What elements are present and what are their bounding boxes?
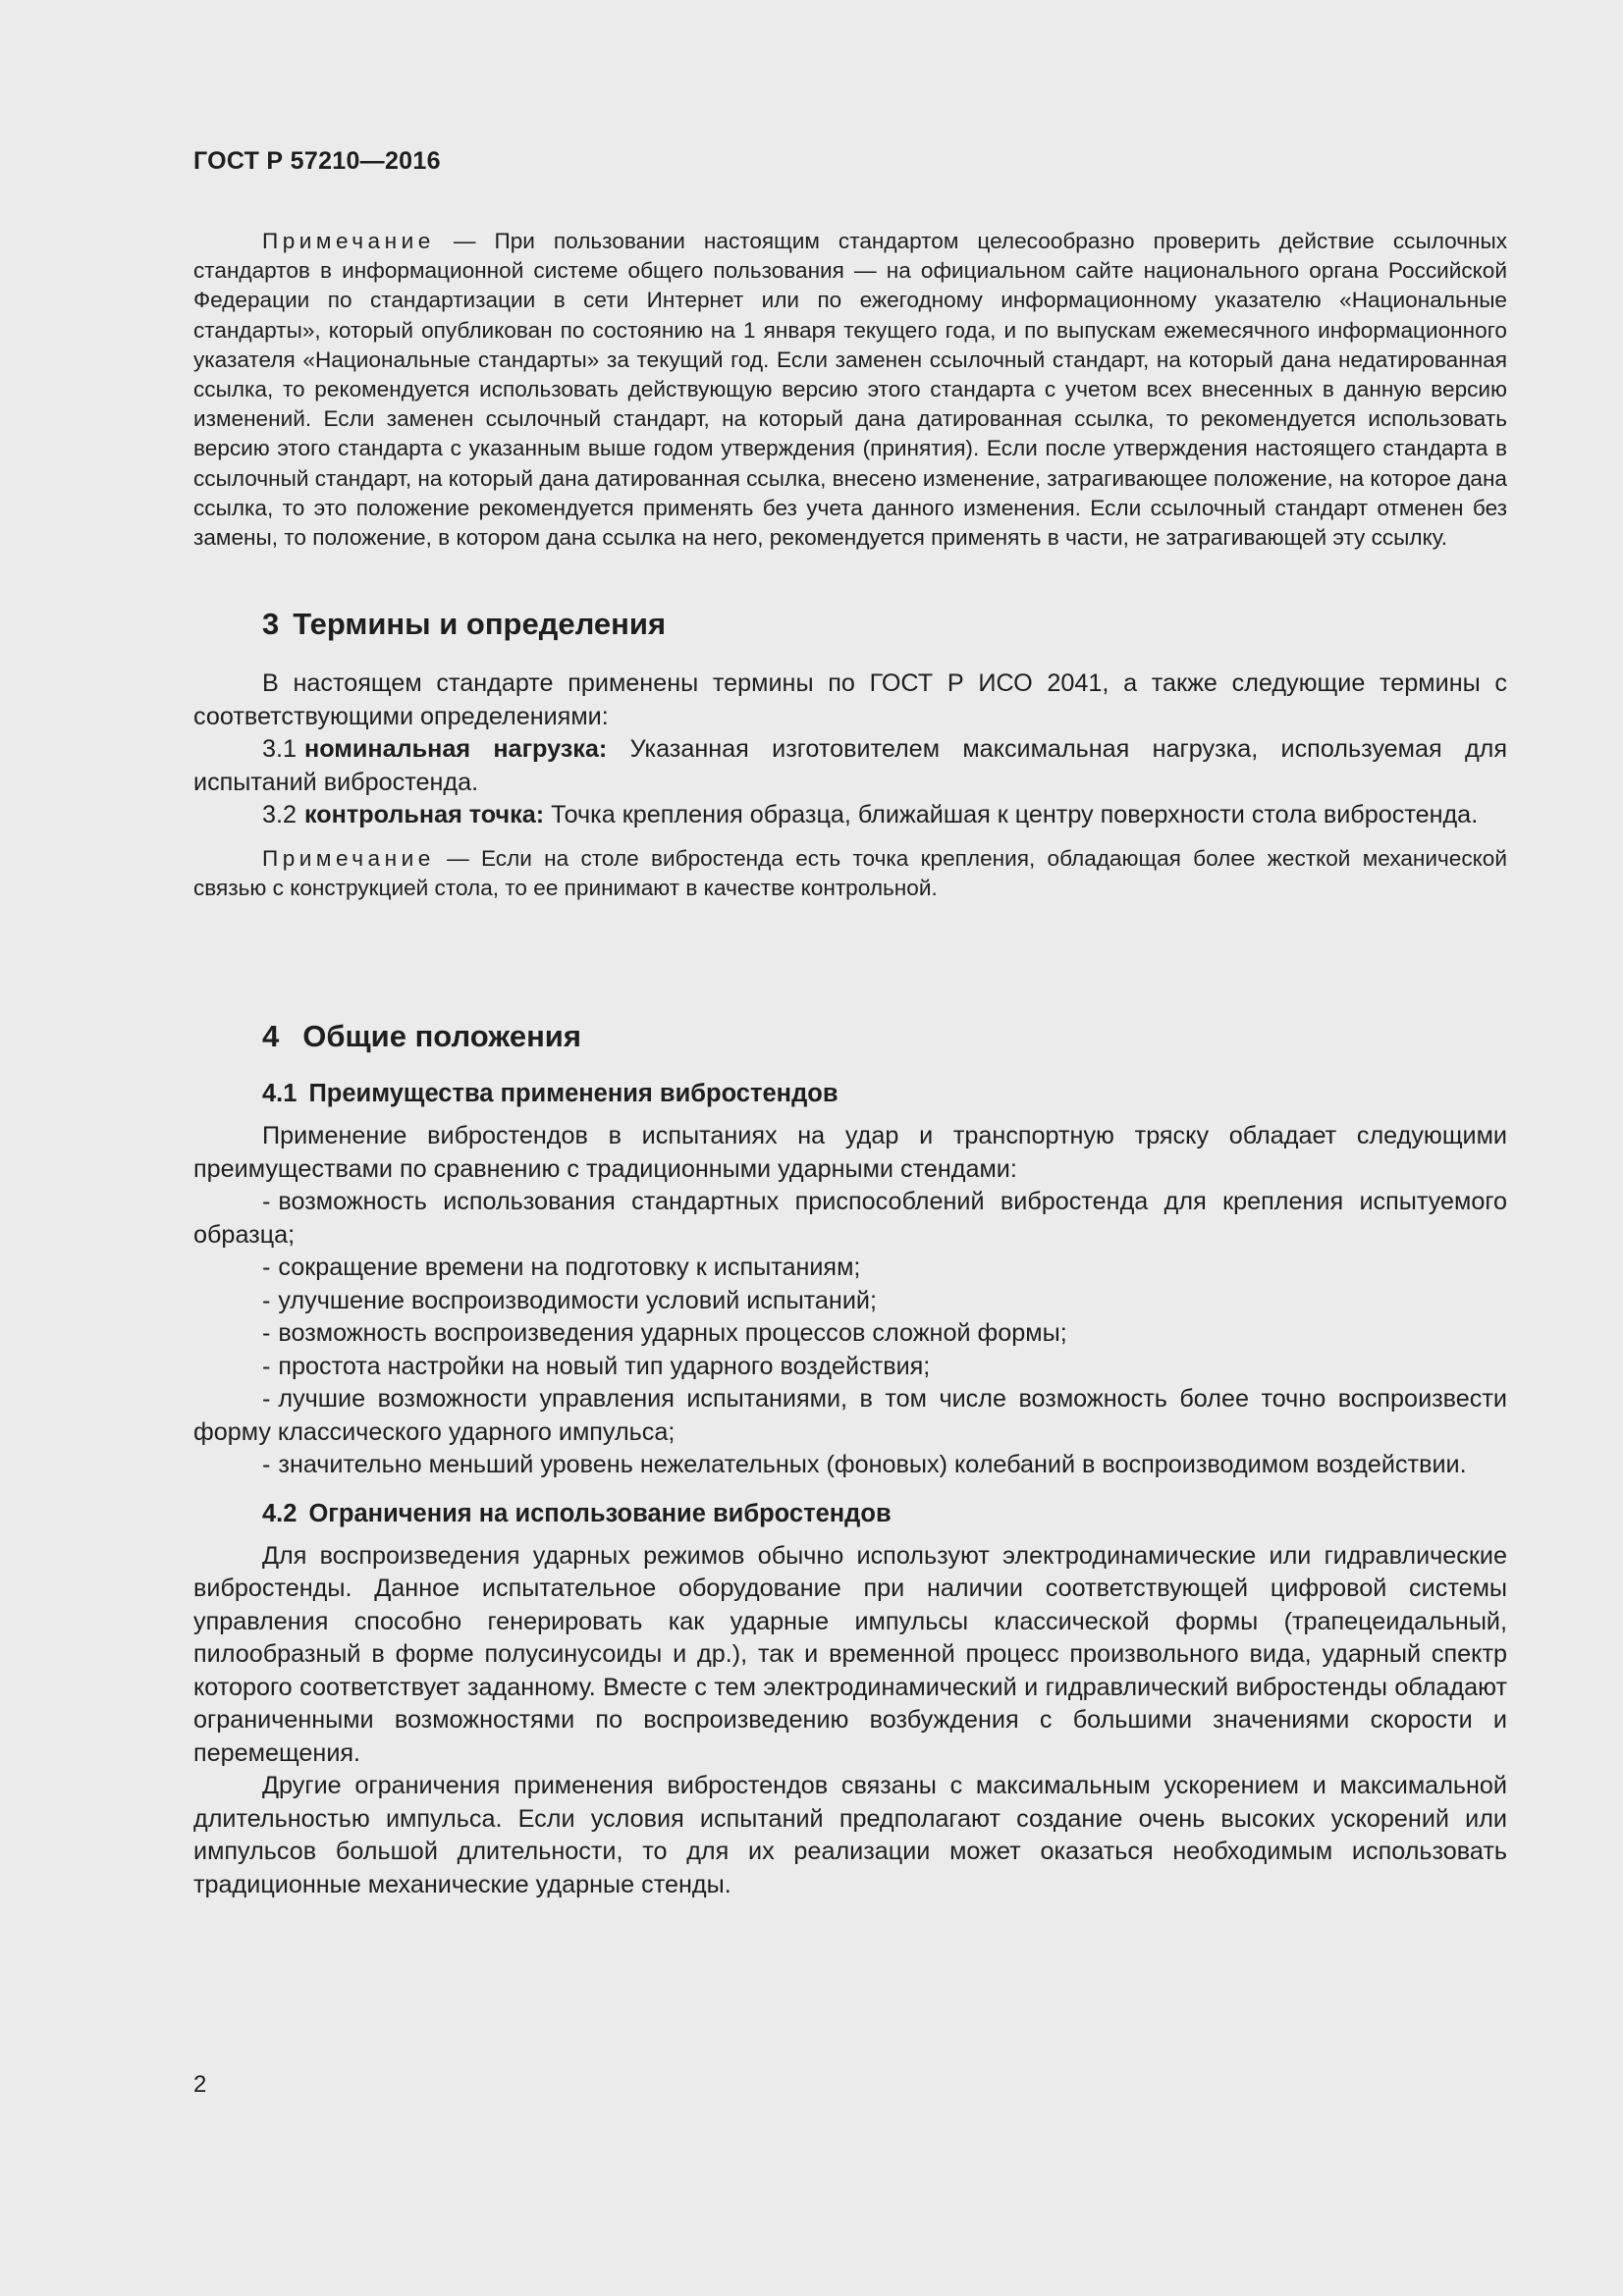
list-item: - простота настройки на новый тип ударного воздействия;: [262, 1352, 931, 1380]
term-definition: Указанная изготовителем максимальная нагрузка, используемая для испытаний вибростенда.: [193, 735, 1507, 796]
note-text: — Если на столе вибростенда есть точка крепления, обладающая более жесткой механической связью с конструкцией стола, то ее принимают в качестве контрольной.: [193, 845, 1507, 900]
subsection-number: 4.2: [262, 1499, 298, 1527]
term-number: 3.1: [262, 735, 298, 764]
section-number: 3: [262, 607, 280, 642]
term-name: номинальная нагрузка:: [304, 735, 608, 764]
list-item: - лучшие возможности управления испытаниями, в том числе возможность более точно воспроизвести форму классического ударного импульса;: [193, 1385, 1507, 1446]
list-item: - возможность использования стандартных приспособлений вибростенда для крепления испытуемого образца;: [193, 1188, 1507, 1249]
section-title: Термины и определения: [293, 607, 667, 642]
list-item: - улучшение воспроизводимости условий испытаний;: [262, 1286, 877, 1314]
list-item: - значительно меньший уровень нежелательных (фоновых) колебаний в воспроизводимом воздействии.: [262, 1451, 1467, 1479]
subsection-title: Ограничения на использование вибростендов: [308, 1499, 892, 1527]
term-3-2: [193, 799, 1507, 832]
term-3-1: [193, 733, 1507, 799]
list-item: - сокращение времени на подготовку к испытаниям;: [262, 1254, 861, 1282]
document-code: ГОСТ Р 57210—2016: [193, 147, 441, 175]
section-3-heading: [262, 607, 1507, 642]
subsection-4-2-paragraph: Для воспроизведения ударных режимов обычно используют электродинамические или гидравлические вибростенды. Данное испытательное оборудование при наличии соответствующей цифровой системы управления способно генерировать как ударные импульсы классической формы (трапецеидальный, пилообразный в форме полусинусоиды и др.), так и временной процесс произвольного вида, ударный спектр которого соответствует заданному. Вместе с тем электродинамический и гидравлический вибростенды обладают ограниченными возможностями по воспроизведению возбуждения с большими значениями скорости и перемещения.: [193, 1541, 1507, 1767]
subsection-4-2-paragraph: Другие ограничения применения вибростендов связаны с максимальным ускорением и максимальной длительностью импульса. Если условия испытаний предполагают создание очень высоких ускорений или импульсов большой длительности, то для их реализации может оказаться необходимым использовать традиционные механические ударные стенды.: [193, 1772, 1507, 1898]
subsection-number: 4.1: [262, 1080, 298, 1108]
section-title: Общие положения: [302, 1019, 581, 1054]
list-item: - возможность воспроизведения ударных процессов сложной формы;: [262, 1319, 1067, 1348]
section-number: 4: [262, 1019, 280, 1054]
term-definition: Точка крепления образца, ближайшая к центру поверхности стола вибростенда.: [544, 801, 1479, 829]
note-label: Примечание: [262, 229, 435, 253]
subsection-4-2-heading: [262, 1500, 1507, 1528]
term-name: контрольная точка:: [304, 801, 545, 829]
note-label: Примечание: [262, 845, 435, 871]
subsection-4-1-intro: Применение вибростендов в испытаниях на удар и транспортную тряску обладает следующими преимуществами по сравнению с традиционными ударными стендами:: [193, 1122, 1507, 1183]
subsection-title: Преимущества применения вибростендов: [308, 1080, 839, 1108]
page-number: 2: [193, 2071, 207, 2098]
document-page: [193, 147, 1507, 1901]
section-3-intro: В настоящем стандарте применены термины по ГОСТ Р ИСО 2041, а также следующие термины с соответствующими определениями:: [193, 669, 1507, 730]
subsection-4-1-heading: [262, 1080, 1507, 1108]
note-referenced-standards: [193, 227, 1507, 553]
note-control-point: [193, 844, 1507, 903]
term-number: 3.2: [262, 801, 298, 829]
note-text: — При пользовании настоящим стандартом целесообразно проверить действие ссылочных стандартов в информационной системе общего пользования — на официальном сайте национального органа Российской Федерации по стандартизации в сети Интернет или по ежегодному информационному указателю «Национальные стандарты», который опубликован по состоянию на 1 января текущего года, и по выпускам ежемесячного информационного указателя «Национальные стандарты» за текущий год. Если заменен ссылочный стандарт, на который дана недатированная ссылка, то рекомендуется использовать действующую версию этого стандарта с учетом всех внесенных в данную версию изменений. Если заменен ссылочный стандарт, на который дана датированная ссылка, то рекомендуется использовать версию этого стандарта с указанным выше годом утверждения (принятия). Если после утверждения настоящего стандарта в ссылочный стандарт, на который дана датированная ссылка, внесено изменение, затрагивающее положение, на которое дана ссылка, то это положение рекомендуется применять без учета данного изменения. Если ссылочный стандарт отменен без замены, то положение, в котором дана ссылка на него, рекомендуется применять в части, не затрагивающей эту ссылку.: [193, 229, 1507, 551]
section-4-heading: [262, 1019, 1507, 1054]
